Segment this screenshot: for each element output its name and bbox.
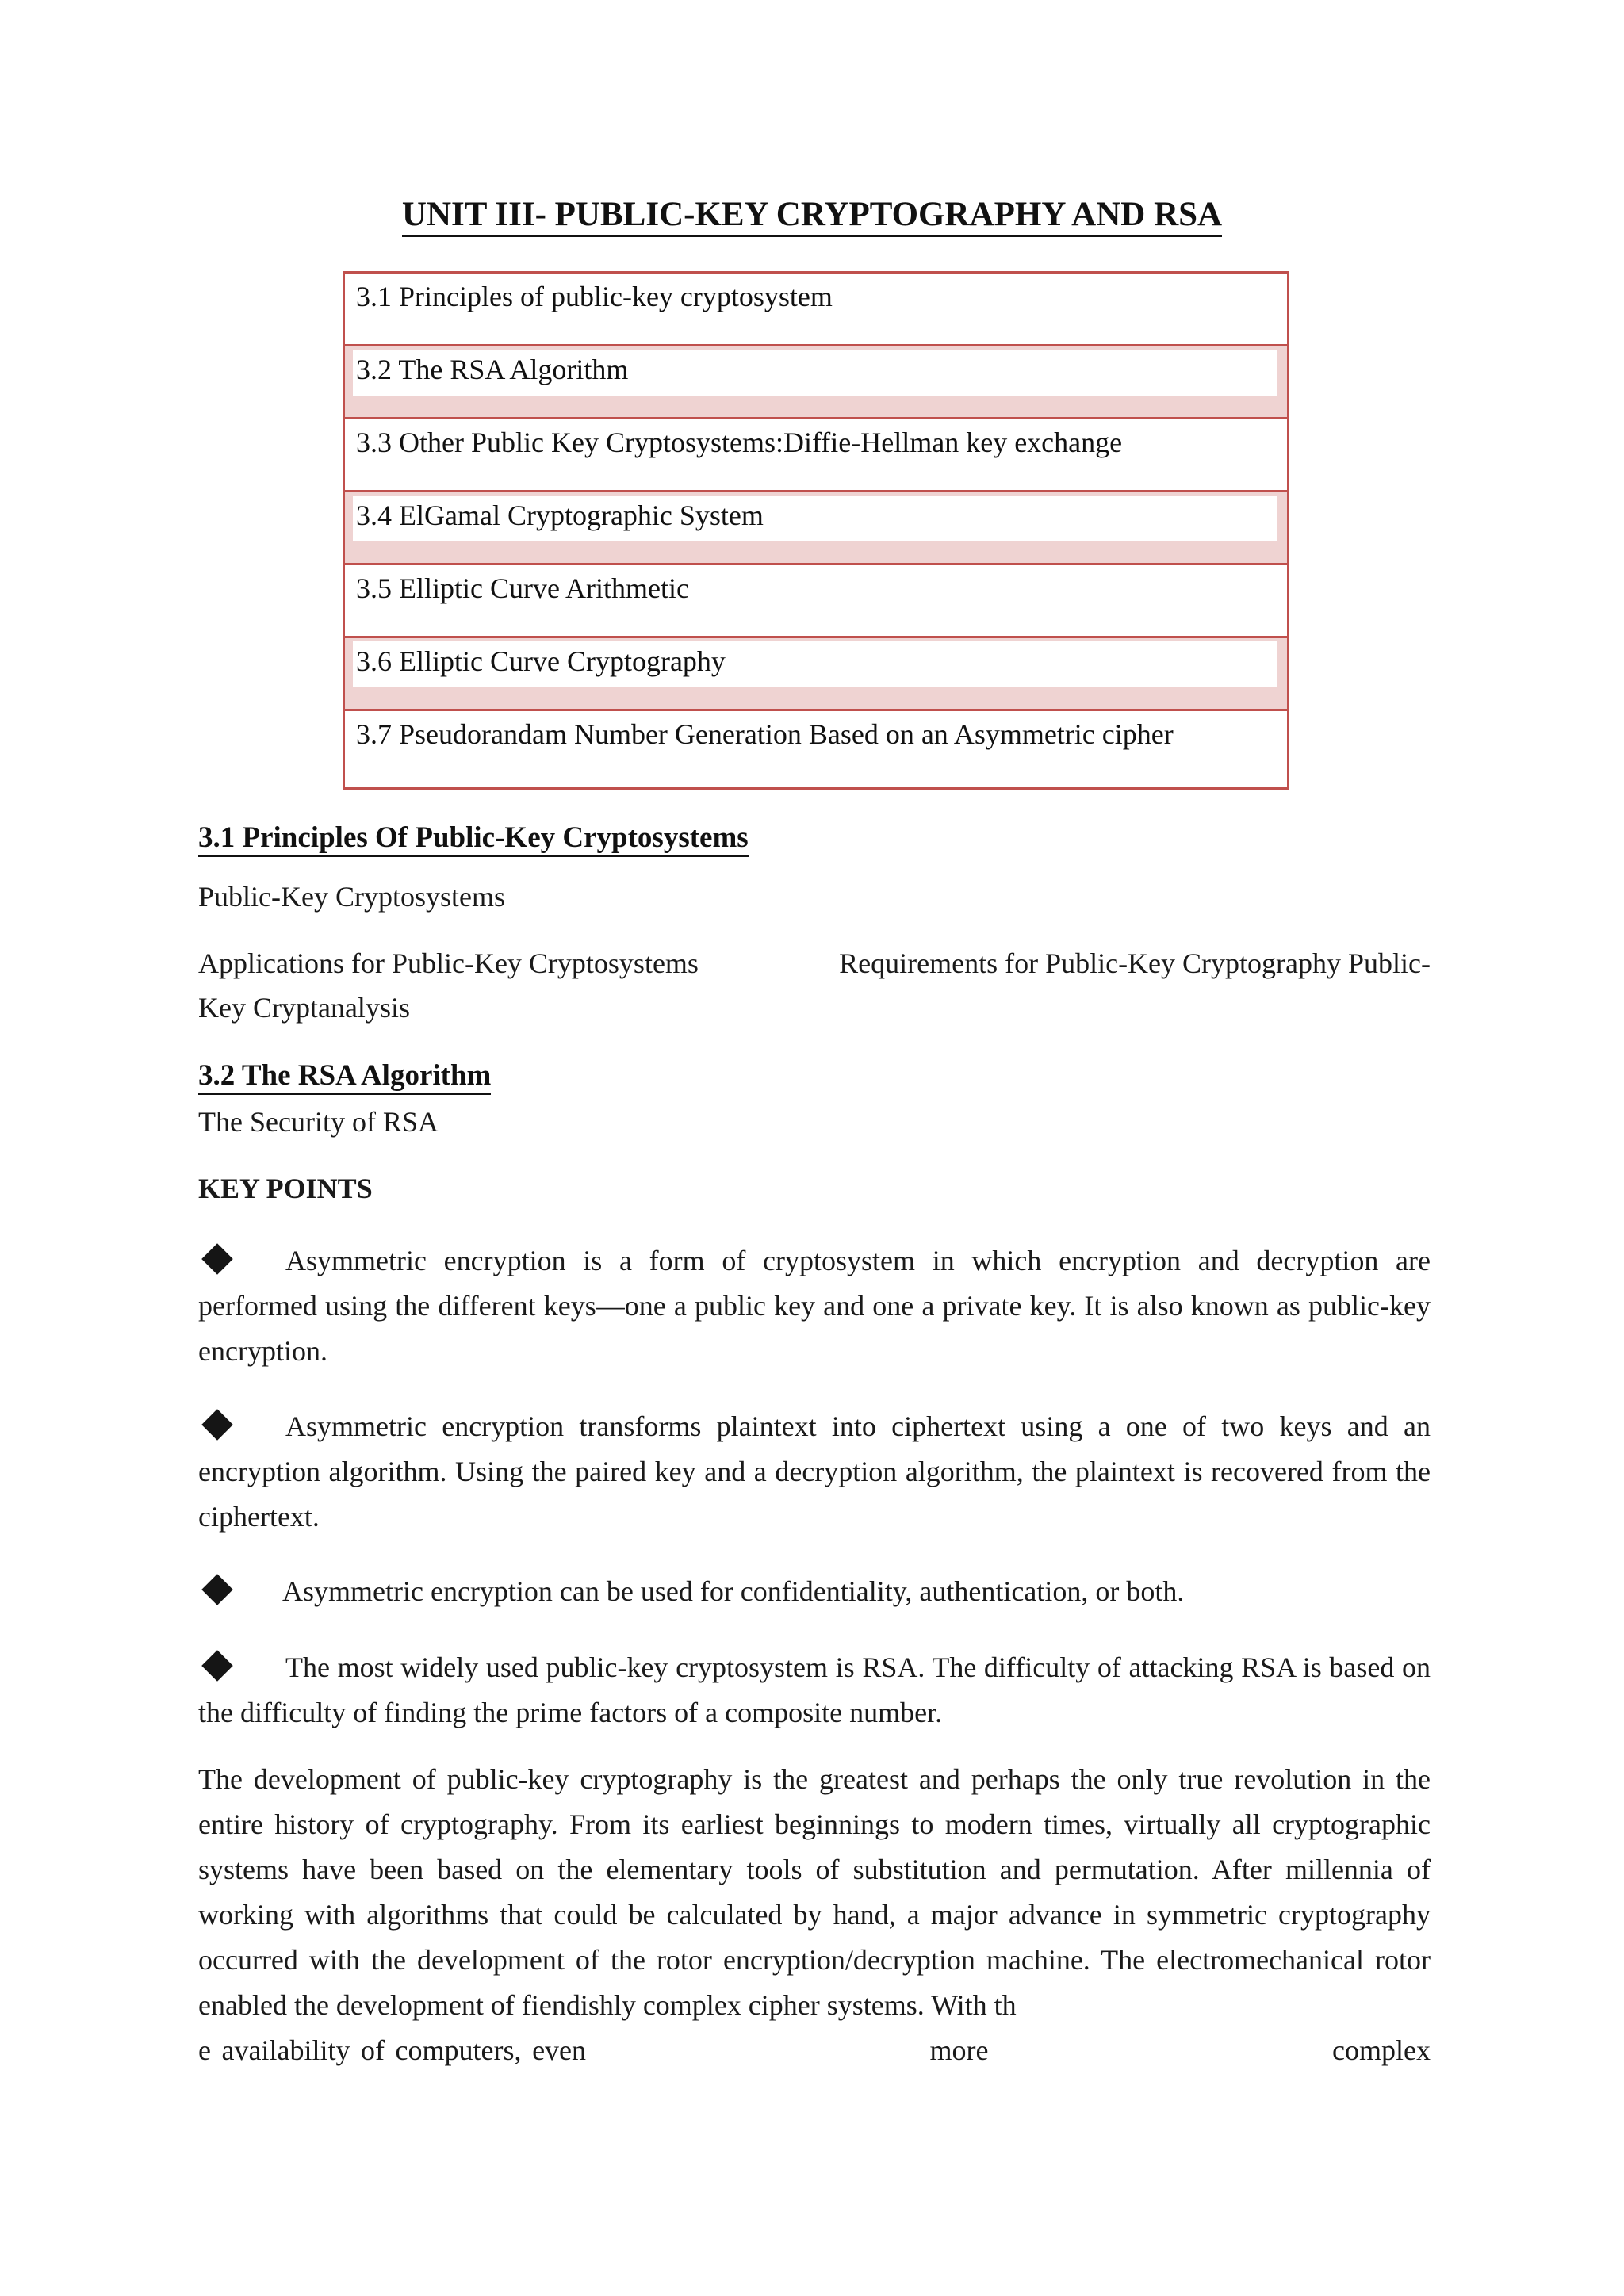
subtopic-line: Public-Key Cryptosystems [198,881,505,913]
toc-item-label: 3.4 ElGamal Cryptographic System [356,499,764,531]
table-of-contents [343,271,1289,790]
section-heading: 3.1 Principles Of Public-Key Cryptosystems [198,821,749,857]
toc-item-label: 3.7 Pseudorandam Number Generation Based on an Asymmetric cipher [356,718,1174,750]
toc-item-label: 3.2 The RSA Algorithm [356,354,629,385]
key-point: Asymmetric encryption is a form of cryptosystem in which encryption and decryption are performed using the different keys—one a public key and one a private key. It is also known as public-key encryption. [198,1245,1431,1367]
toc-item-label: 3.5 Elliptic Curve Arithmetic [356,572,689,604]
subtopic-line: The Security of RSA [198,1106,439,1138]
toc-row [345,419,1287,492]
toc-item-label: 3.1 Principles of public-key cryptosystem [356,281,833,312]
toc-row [345,711,1287,787]
toc-row [345,346,1287,419]
section-heading: 3.2 The RSA Algorithm [198,1059,491,1095]
body-paragraph-last-line: e availability of computers, even more complex [198,2034,1431,2066]
toc-row [345,274,1287,346]
toc-item-label: 3.3 Other Public Key Cryptosystems:Diffie-Hellman key exchange [356,427,1123,458]
key-point: Asymmetric encryption can be used for confidentiality, authentication, or both. [282,1575,1185,1607]
subtopic-line: Requirements for Public-Key Cryptography Public- [839,947,1431,979]
page-title: UNIT III- PUBLIC-KEY CRYPTOGRAPHY AND RSA [0,195,1624,234]
subtopic-line: Applications for Public-Key Cryptosystems [198,947,699,979]
toc-item-label: 3.6 Elliptic Curve Cryptography [356,645,726,677]
key-point: Asymmetric encryption transforms plaintext into ciphertext using a one of two keys and an encryption algorithm. Using the paired key and a decryption algorithm, the plaintext is recovered from the ciphertext. [198,1410,1431,1533]
toc-row [345,638,1287,711]
key-points-heading: KEY POINTS [198,1173,373,1204]
key-point: The most widely used public-key cryptosystem is RSA. The difficulty of attacking RSA is based on the difficulty of finding the prime factors of a composite number. [198,1651,1431,1728]
subtopic-line: Key Cryptanalysis [198,992,410,1024]
toc-row [345,492,1287,565]
body-paragraph: The development of public-key cryptography is the greatest and perhaps the only true revolution in the entire history of cryptography. From its earliest beginnings to modern times, virtually all cryptographic systems have been based on the elementary tools of substitution and permutation. After millennia of working with algorithms that could be calculated by hand, a major advance in symmetric cryptography occurred with the development of the rotor encryption/decryption machine. The electromechanical rotor enabled the development of fiendishly complex cipher systems. With th [198,1763,1431,2021]
toc-row [345,565,1287,638]
